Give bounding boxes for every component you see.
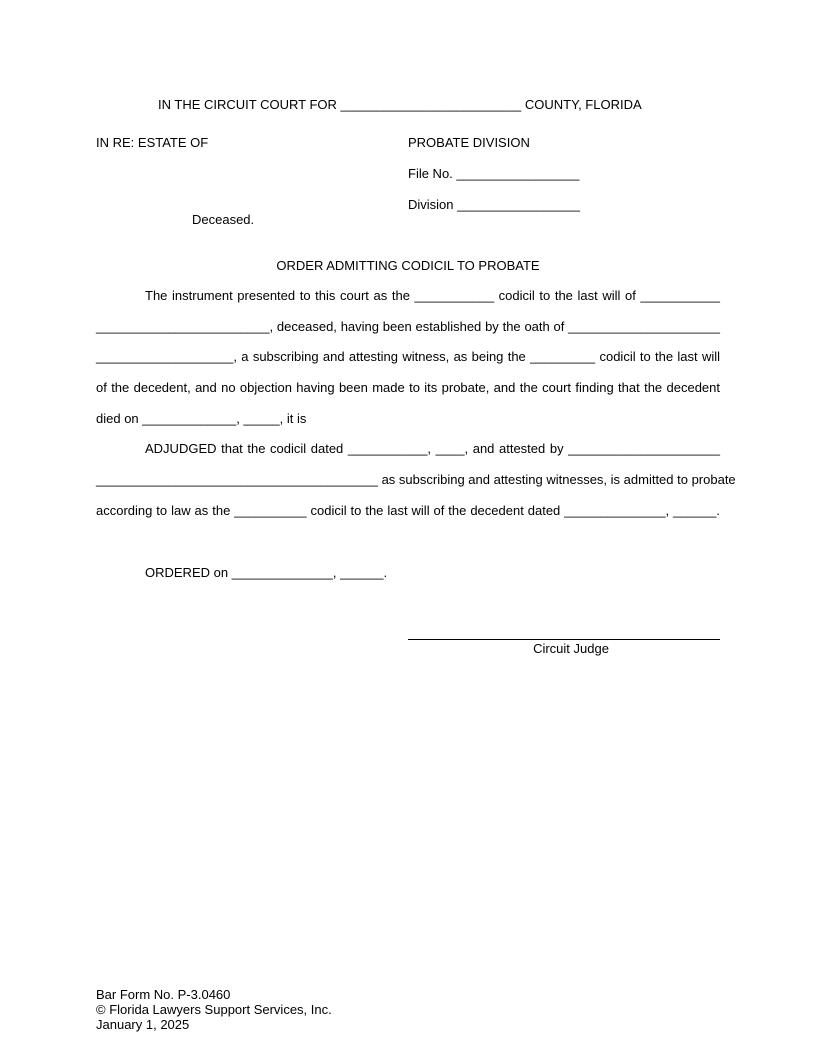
body-line: ________________________, deceased, having been established by the oath of _____________________ bbox=[96, 319, 720, 334]
court-heading: IN THE CIRCUIT COURT FOR _________________________ COUNTY, FLORIDA bbox=[158, 97, 642, 112]
body-line: ___________________, a subscribing and attesting witness, as being the _________ codicil to the last will bbox=[96, 349, 720, 364]
division-field: Division _________________ bbox=[408, 197, 581, 212]
body-line: The instrument presented to this court as the ___________ codicil to the last will of ___________ bbox=[145, 288, 720, 303]
ordered-line: ORDERED on ______________, ______. bbox=[145, 565, 388, 580]
body-line: ADJUDGED that the codicil dated ___________, ____, and attested by _____________________ bbox=[145, 441, 720, 456]
file-number-field: File No. _________________ bbox=[408, 166, 580, 181]
document-title: ORDER ADMITTING CODICIL TO PROBATE bbox=[276, 258, 540, 273]
signature-line bbox=[408, 639, 720, 640]
footer-date: January 1, 2025 bbox=[96, 1017, 190, 1032]
footer-copyright: © Florida Lawyers Support Services, Inc. bbox=[96, 1002, 332, 1017]
in-re-label: IN RE: ESTATE OF bbox=[96, 135, 209, 150]
probate-division-label: PROBATE DIVISION bbox=[408, 135, 530, 150]
deceased-label: Deceased. bbox=[192, 212, 255, 227]
footer-form-number: Bar Form No. P-3.0460 bbox=[96, 987, 231, 1002]
body-line: of the decedent, and no objection having been made to its probate, and the court finding that the decedent bbox=[96, 380, 720, 395]
body-line: according to law as the __________ codicil to the last will of the decedent dated ______________, ______. bbox=[96, 503, 720, 518]
signature-label: Circuit Judge bbox=[533, 641, 609, 656]
body-line: _______________________________________ as subscribing and attesting witnesses, is admitted to probate bbox=[96, 472, 736, 487]
body-line: died on _____________, _____, it is bbox=[96, 411, 307, 426]
